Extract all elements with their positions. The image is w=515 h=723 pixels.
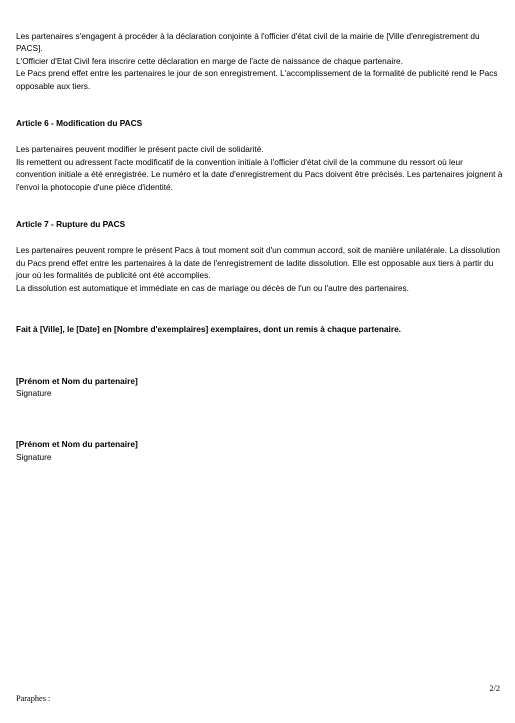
signature-block-2 — [16, 438, 504, 463]
spacer — [16, 92, 504, 117]
spacer — [16, 336, 504, 375]
partner-name-2: [Prénom et Nom du partenaire] — [16, 439, 138, 450]
partner-name-1: [Prénom et Nom du partenaire] — [16, 375, 138, 386]
intro-paragraph-2: L'Officier d'Etat Civil fera inscrire cette déclaration en marge de l'acte de naissance de chaque partenaire. — [16, 55, 403, 66]
page-number: 2/2 — [489, 684, 500, 693]
article-6-paragraph-1: Les partenaires peuvent modifier le présent pacte civil de solidarité. — [16, 144, 264, 155]
spacer — [16, 193, 504, 218]
spacer — [16, 399, 504, 438]
intro-paragraph-1: Les partenaires s'engagent à procéder à la déclaration conjointe à l'officier d'état civil de la mairie de [Ville d'enregistrement du PACS]. — [16, 31, 480, 54]
article-6-heading: Article 6 - Modification du PACS — [16, 118, 143, 129]
article-7-heading: Article 7 - Rupture du PACS — [16, 219, 126, 230]
spacer — [16, 230, 504, 244]
article-6-paragraph-2: Ils remettent ou adressent l'acte modificatif de la convention initiale à l'officier d'état civil de la commune du ressort où leur convention initiale a été enregistrée. Le numéro et la date d'enregistrement du Pacs doivent être précisés. Les partenaires joignent à l'envoi la photocopie d'une pièce d'identité. — [16, 156, 503, 192]
signature-block-1 — [16, 375, 504, 400]
spacer — [16, 294, 504, 323]
closing-statement: Fait à [Ville], le [Date] en [Nombre d'exemplaires] exemplaires, dont un remis à chaque partenaire. — [16, 324, 401, 335]
article-7-paragraph-2: La dissolution est automatique et immédiate en cas de mariage ou décès de l'un ou l'autre des partenaires. — [16, 282, 409, 293]
document-body — [16, 30, 504, 463]
intro-paragraph-3: Le Pacs prend effet entre les partenaires le jour de son enregistrement. L'accomplissement de la formalité de publicité rend le Pacs opposable aux tiers. — [16, 68, 498, 91]
spacer — [16, 129, 504, 143]
paraphes-label: Paraphes : — [16, 694, 51, 703]
article-7-paragraph-1: Les partenaires peuvent rompre le présent Pacs à tout moment soit d'un commun accord, soit de manière unilatérale. La dissolution du Pacs prend effet entre les partenaires à la date de l'enregistrement de ladite dissolution. Elle est opposable aux tiers à partir du jour où les formalités de publicité ont été accomplies. — [16, 245, 500, 281]
signature-label-2: Signature — [16, 451, 52, 462]
signature-label-1: Signature — [16, 387, 52, 398]
